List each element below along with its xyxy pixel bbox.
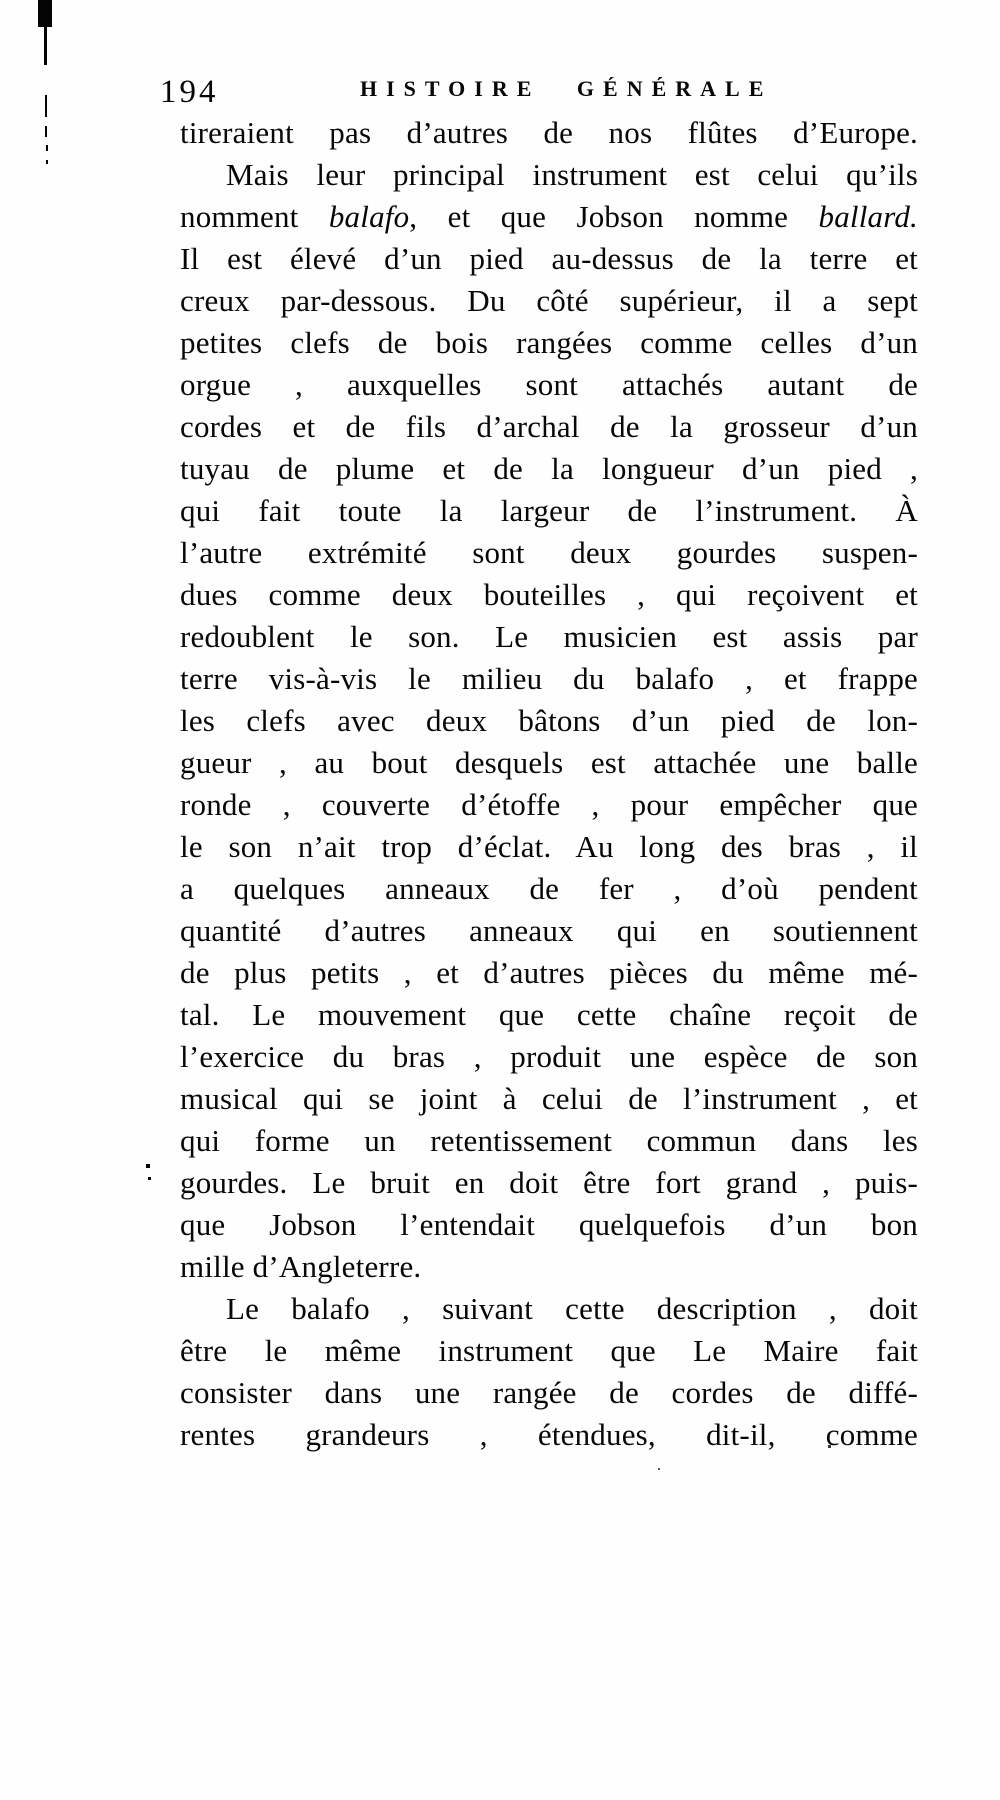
text-segment: gourdes. Le bruit en doit être fort grand , puis- (180, 1165, 918, 1200)
text-line (180, 112, 918, 154)
text-segment: le son n’ait trop d’éclat. Au long des bras , il (180, 829, 918, 864)
text-line (180, 1078, 918, 1120)
text-segment: mille d’Angleterre. (180, 1249, 422, 1284)
text-line (180, 994, 918, 1036)
scan-binding-dash (45, 95, 47, 117)
text-line (180, 1120, 918, 1162)
text-line (180, 490, 918, 532)
text-segment: rentes grandeurs , étendues, dit-il, comme (180, 1417, 918, 1452)
text-line (180, 1204, 918, 1246)
scan-binding-dash (46, 160, 48, 164)
text-segment: tal. Le mouvement que cette chaîne reçoit de (180, 997, 918, 1032)
text-line (180, 1288, 918, 1330)
text-segment: tireraient pas d’autres de nos flûtes d’Europe. (180, 115, 918, 150)
scan-binding-mark (38, 0, 52, 27)
page-text (180, 112, 918, 1456)
text-line (180, 154, 918, 196)
text-line (180, 364, 918, 406)
text-line (180, 742, 918, 784)
text-segment: les clefs avec deux bâtons d’un pied de lon- (180, 703, 918, 738)
text-segment: ronde , couverte d’étoffe , pour empêcher que (180, 787, 918, 822)
text-line (180, 1162, 918, 1204)
italic-term: balafo (328, 199, 410, 234)
text-segment: , et que Jobson nomme (409, 199, 819, 234)
text-line (180, 1246, 918, 1288)
text-segment: cordes et de fils d’archal de la grosseur d’un (180, 409, 918, 444)
text-line (180, 1036, 918, 1078)
text-line (180, 658, 918, 700)
text-line (180, 616, 918, 658)
text-segment: musical qui se joint à celui de l’instrument , et (180, 1081, 918, 1116)
scan-binding-line (44, 27, 47, 65)
text-segment: de plus petits , et d’autres pièces du même mé- (180, 955, 918, 990)
scan-ink-speck (148, 1177, 151, 1180)
text-segment: l’exercice du bras , produit une espèce de son (180, 1039, 918, 1074)
text-line (180, 322, 918, 364)
text-segment: orgue , auxquelles sont attachés autant de (180, 367, 918, 402)
scan-ink-speck (658, 1468, 660, 1470)
text-segment: qui fait toute la largeur de l’instrument. À (180, 493, 918, 528)
text-segment: nomment (180, 199, 329, 234)
page-number: 194 (160, 74, 219, 110)
text-segment: quantité d’autres anneaux qui en soutiennent (180, 913, 918, 948)
text-line (180, 952, 918, 994)
text-line (180, 196, 918, 238)
text-segment: creux par-dessous. Du côté supérieur, il a sept (180, 283, 918, 318)
text-segment: gueur , au bout desquels est attachée une balle (180, 745, 918, 780)
text-segment: petites clefs de bois rangées comme celles d’un (180, 325, 918, 360)
text-segment: que Jobson l’entendait quelquefois d’un bon (180, 1207, 918, 1242)
text-segment: qui forme un retentissement commun dans les (180, 1123, 918, 1158)
text-line (180, 238, 918, 280)
text-segment: être le même instrument que Le Maire fait (180, 1333, 918, 1368)
text-segment: tuyau de plume et de la longueur d’un pied , (180, 451, 918, 486)
text-line (180, 868, 918, 910)
text-line (180, 700, 918, 742)
text-line (180, 1330, 918, 1372)
text-line (180, 574, 918, 616)
text-segment: a quelques anneaux de fer , d’où pendent (180, 871, 918, 906)
text-line (180, 406, 918, 448)
text-segment: Le balafo , suivant cette description , doit (226, 1291, 918, 1326)
text-line (180, 826, 918, 868)
text-line (180, 1414, 918, 1456)
text-segment: dues comme deux bouteilles , qui reçoivent et (180, 577, 918, 612)
text-line (180, 910, 918, 952)
italic-term: ballard. (818, 199, 918, 234)
text-segment: Mais leur principal instrument est celui qu’ils (226, 157, 918, 192)
text-segment: redoublent le son. Le musicien est assis par (180, 619, 918, 654)
text-segment: terre vis-à-vis le milieu du balafo , et frappe (180, 661, 918, 696)
running-title: HISTOIRE GÉNÉRALE (360, 76, 773, 101)
text-line (180, 1372, 918, 1414)
text-line (180, 280, 918, 322)
scan-binding-dash (45, 126, 47, 137)
text-line (180, 784, 918, 826)
scan-binding-dash (46, 145, 48, 151)
text-segment: consister dans une rangée de cordes de diffé- (180, 1375, 918, 1410)
text-segment: l’autre extrémité sont deux gourdes suspen- (180, 535, 918, 570)
text-segment: Il est élevé d’un pied au-dessus de la terre et (180, 241, 918, 276)
text-line (180, 532, 918, 574)
scan-ink-speck (146, 1164, 150, 1168)
text-line (180, 448, 918, 490)
